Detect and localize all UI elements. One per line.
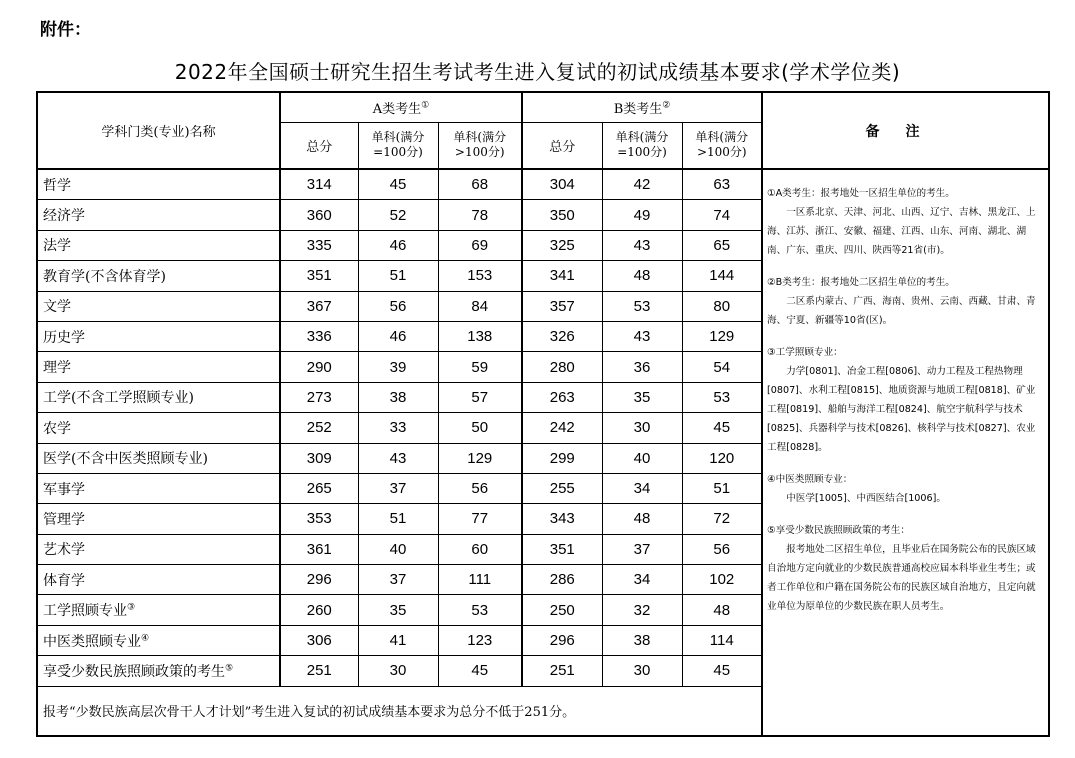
a-total-cell: 296	[280, 565, 358, 595]
b-single-gt100-cell: 65	[682, 230, 762, 260]
a-single-100-cell: 51	[358, 504, 438, 534]
a-total-cell: 335	[280, 230, 358, 260]
a-single-gt100-cell: 45	[438, 656, 522, 686]
a-total-cell: 290	[280, 352, 358, 382]
subject-name	[37, 291, 280, 321]
header-a-single-100: 单科(满分 =100分)	[358, 122, 438, 169]
b-total-cell: 242	[522, 413, 602, 443]
note-body: 力学[0801]、冶金工程[0806]、动力工程及工程热物理[0807]、水利工程[0815]、地质资源与地质工程[0818]、矿业工程[0819]、船舶与海洋工程[0824]、航空宇航科学与技术[0825]、兵器科学与技术[0826]、核科学与技术[0827]、农业工程[0828]。	[767, 366, 1036, 453]
a-total-cell: 306	[280, 625, 358, 655]
b-total-cell: 250	[522, 595, 602, 625]
note-body: 中医学[1005]、中西医结合[1006]。	[786, 493, 946, 504]
b-total-cell: 341	[522, 261, 602, 291]
a-single-gt100-cell: 153	[438, 261, 522, 291]
b-single-100-cell: 38	[602, 625, 682, 655]
note-heading: ②B类考生：报考地处二区招生单位的考生。	[767, 277, 955, 288]
b-single-gt100-cell: 80	[682, 291, 762, 321]
subject-name	[37, 169, 280, 200]
subject-label: 中医类照顾专业	[43, 633, 141, 650]
a-single-100-cell: 37	[358, 473, 438, 503]
header-group-b: B类考生②	[522, 92, 762, 122]
a-single-gt100-cell: 60	[438, 534, 522, 564]
subject-label: 哲学	[43, 177, 71, 194]
a-single-100-cell: 38	[358, 382, 438, 412]
note-block	[767, 521, 1042, 616]
b-single-100-cell: 36	[602, 352, 682, 382]
note-heading: ④中医类照顾专业：	[767, 474, 853, 485]
subject-name	[37, 534, 280, 564]
b-single-100-cell: 37	[602, 534, 682, 564]
note-block	[767, 184, 1042, 260]
a-total-cell: 314	[280, 169, 358, 200]
b-total-cell: 299	[522, 443, 602, 473]
a-single-gt100-cell: 59	[438, 352, 522, 382]
subject-label: 工学(不含工学照顾专业)	[43, 390, 194, 407]
b-single-gt100-cell: 102	[682, 565, 762, 595]
b-total-cell: 296	[522, 625, 602, 655]
b-single-gt100-cell: 129	[682, 321, 762, 351]
footnote-mark: ④	[141, 632, 150, 643]
note-body: 报考地处二区招生单位，且毕业后在国务院公布的民族区域自治地方定向就业的少数民族普通高校应届本科毕业生考生；或者工作单位和户籍在国务院公布的民族区域自治地方，且定向就业单位为原单位的少数民族在职人员考生。	[767, 544, 1036, 612]
a-single-gt100-cell: 69	[438, 230, 522, 260]
a-total-cell: 265	[280, 473, 358, 503]
a-total-cell: 260	[280, 595, 358, 625]
a-single-100-cell: 46	[358, 230, 438, 260]
a-single-100-cell: 41	[358, 625, 438, 655]
subject-label: 医学(不含中医类照顾专业)	[43, 451, 208, 468]
subject-label: 体育学	[43, 572, 85, 589]
a-total-cell: 251	[280, 656, 358, 686]
b-single-gt100-cell: 63	[682, 169, 762, 200]
subject-label: 军事学	[43, 481, 85, 498]
a-total-cell: 252	[280, 413, 358, 443]
a-single-100-cell: 52	[358, 200, 438, 230]
a-single-gt100-cell: 111	[438, 565, 522, 595]
b-total-cell: 350	[522, 200, 602, 230]
a-total-cell: 353	[280, 504, 358, 534]
b-single-gt100-cell: 144	[682, 261, 762, 291]
a-total-cell: 309	[280, 443, 358, 473]
b-single-100-cell: 35	[602, 382, 682, 412]
note-body: 二区系内蒙古、广西、海南、贵州、云南、西藏、甘肃、青海、宁夏、新疆等10省(区)。	[767, 296, 1036, 326]
b-single-gt100-cell: 56	[682, 534, 762, 564]
a-total-cell: 273	[280, 382, 358, 412]
a-single-100-cell: 37	[358, 565, 438, 595]
subject-label: 工学照顾专业	[43, 603, 127, 620]
a-single-100-cell: 33	[358, 413, 438, 443]
b-total-cell: 280	[522, 352, 602, 382]
a-single-100-cell: 46	[358, 321, 438, 351]
subject-name	[37, 413, 280, 443]
b-total-cell: 325	[522, 230, 602, 260]
subject-name	[37, 261, 280, 291]
subject-label: 管理学	[43, 511, 85, 528]
a-total-cell: 351	[280, 261, 358, 291]
subject-name	[37, 504, 280, 534]
score-table	[36, 91, 1050, 737]
subject-label: 历史学	[43, 329, 85, 346]
note-heading: ⑤享受少数民族照顾政策的考生：	[767, 525, 910, 536]
b-single-gt100-cell: 74	[682, 200, 762, 230]
b-single-100-cell: 42	[602, 169, 682, 200]
header-a-total: 总分	[280, 122, 358, 169]
subject-label: 法学	[43, 238, 71, 255]
a-single-gt100-cell: 57	[438, 382, 522, 412]
b-single-100-cell: 32	[602, 595, 682, 625]
b-single-100-cell: 43	[602, 321, 682, 351]
header-subject: 学科门类(专业)名称	[37, 92, 280, 169]
a-single-gt100-cell: 84	[438, 291, 522, 321]
a-total-cell: 360	[280, 200, 358, 230]
a-single-gt100-cell: 50	[438, 413, 522, 443]
note-heading: ①A类考生：报考地处一区招生单位的考生。	[767, 188, 955, 199]
subject-name	[37, 565, 280, 595]
note-heading: ③工学照顾专业：	[767, 347, 843, 358]
subject-label: 艺术学	[43, 542, 85, 559]
header-group-a: A类考生①	[280, 92, 522, 122]
b-single-100-cell: 48	[602, 504, 682, 534]
b-total-cell: 343	[522, 504, 602, 534]
a-single-100-cell: 45	[358, 169, 438, 200]
a-single-100-cell: 39	[358, 352, 438, 382]
note-block	[767, 470, 1042, 508]
a-single-gt100-cell: 123	[438, 625, 522, 655]
b-single-gt100-cell: 53	[682, 382, 762, 412]
a-single-gt100-cell: 56	[438, 473, 522, 503]
header-a-single-gt100: 单科(满分 >100分)	[438, 122, 522, 169]
b-total-cell: 263	[522, 382, 602, 412]
footnote-mark: ③	[127, 602, 136, 613]
b-single-gt100-cell: 45	[682, 656, 762, 686]
a-single-100-cell: 40	[358, 534, 438, 564]
b-single-100-cell: 48	[602, 261, 682, 291]
subject-name	[37, 200, 280, 230]
a-single-gt100-cell: 68	[438, 169, 522, 200]
b-single-gt100-cell: 48	[682, 595, 762, 625]
subject-label: 经济学	[43, 208, 85, 225]
b-single-100-cell: 30	[602, 413, 682, 443]
attachment-label: 附件：	[40, 20, 91, 40]
subject-name	[37, 443, 280, 473]
b-single-gt100-cell: 114	[682, 625, 762, 655]
a-total-cell: 367	[280, 291, 358, 321]
note-block	[767, 273, 1042, 330]
header-notes: 备注	[762, 92, 1049, 169]
subject-name	[37, 625, 280, 655]
a-single-100-cell: 30	[358, 656, 438, 686]
b-single-gt100-cell: 45	[682, 413, 762, 443]
b-single-100-cell: 34	[602, 473, 682, 503]
a-single-gt100-cell: 53	[438, 595, 522, 625]
a-single-gt100-cell: 129	[438, 443, 522, 473]
table-row	[37, 169, 1049, 200]
b-single-100-cell: 34	[602, 565, 682, 595]
a-single-100-cell: 43	[358, 443, 438, 473]
a-single-gt100-cell: 138	[438, 321, 522, 351]
b-single-gt100-cell: 72	[682, 504, 762, 534]
footnote-mark: ⑤	[225, 663, 234, 674]
subject-name	[37, 656, 280, 686]
b-single-gt100-cell: 120	[682, 443, 762, 473]
a-single-100-cell: 35	[358, 595, 438, 625]
subject-name	[37, 595, 280, 625]
note-block	[767, 343, 1042, 457]
a-single-gt100-cell: 78	[438, 200, 522, 230]
b-single-100-cell: 43	[602, 230, 682, 260]
b-total-cell: 357	[522, 291, 602, 321]
a-single-100-cell: 51	[358, 261, 438, 291]
b-total-cell: 326	[522, 321, 602, 351]
note-body: 一区系北京、天津、河北、山西、辽宁、吉林、黑龙江、上海、江苏、浙江、安徽、福建、江西、山东、河南、湖北、湖南、广东、重庆、四川、陕西等21省(市)。	[767, 207, 1036, 256]
b-total-cell: 351	[522, 534, 602, 564]
b-single-100-cell: 30	[602, 656, 682, 686]
b-single-gt100-cell: 54	[682, 352, 762, 382]
subject-label: 理学	[43, 360, 71, 377]
notes-column	[762, 169, 1049, 736]
subject-name	[37, 230, 280, 260]
subject-label: 享受少数民族照顾政策的考生	[43, 663, 225, 680]
subject-name	[37, 321, 280, 351]
a-total-cell: 336	[280, 321, 358, 351]
b-single-100-cell: 40	[602, 443, 682, 473]
subject-name	[37, 382, 280, 412]
subject-label: 教育学(不含体育学)	[43, 268, 166, 285]
b-total-cell: 304	[522, 169, 602, 200]
header-b-single-100: 单科(满分 =100分)	[602, 122, 682, 169]
header-b-single-gt100: 单科(满分 >100分)	[682, 122, 762, 169]
subject-name	[37, 473, 280, 503]
b-total-cell: 251	[522, 656, 602, 686]
b-single-100-cell: 49	[602, 200, 682, 230]
b-total-cell: 286	[522, 565, 602, 595]
subject-name	[37, 352, 280, 382]
b-total-cell: 255	[522, 473, 602, 503]
a-single-100-cell: 56	[358, 291, 438, 321]
subject-label: 农学	[43, 420, 71, 437]
b-single-100-cell: 53	[602, 291, 682, 321]
a-single-gt100-cell: 77	[438, 504, 522, 534]
subject-label: 文学	[43, 299, 71, 316]
header-b-total: 总分	[522, 122, 602, 169]
a-total-cell: 361	[280, 534, 358, 564]
document-title: 2022年全国硕士研究生招生考试考生进入复试的初试成绩基本要求(学术学位类)	[174, 60, 901, 84]
b-single-gt100-cell: 51	[682, 473, 762, 503]
bottom-note: 报考“少数民族高层次骨干人才计划”考生进入复试的初试成绩基本要求为总分不低于251分。	[37, 686, 762, 736]
